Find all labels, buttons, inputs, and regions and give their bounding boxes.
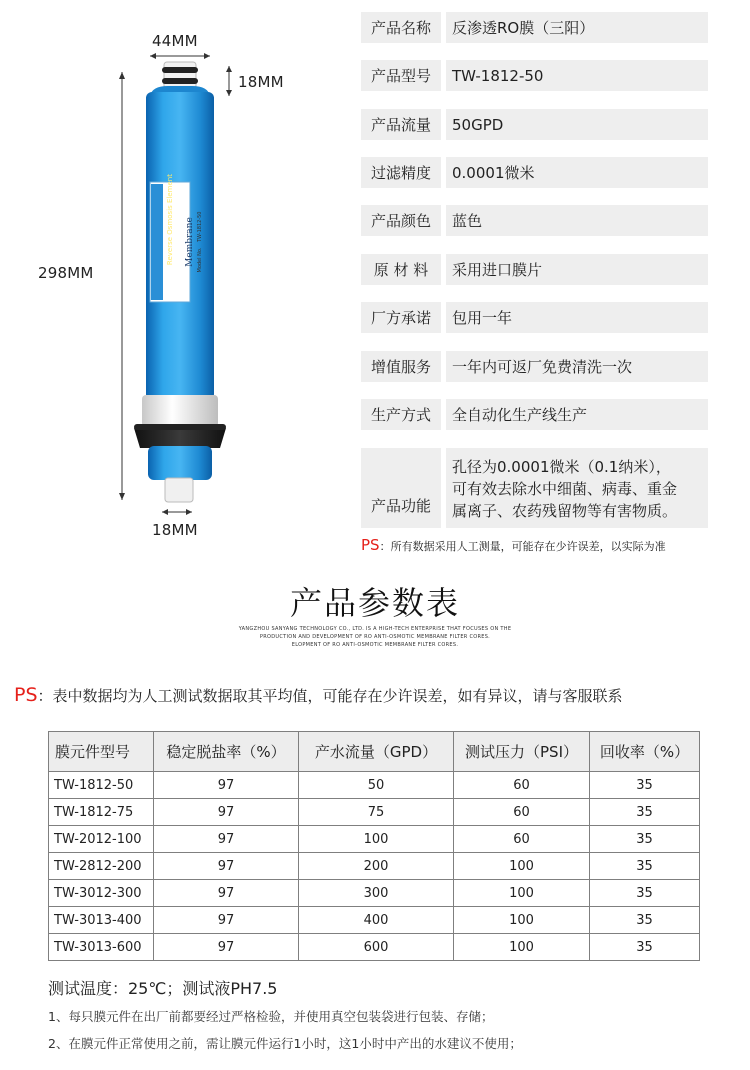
table-cell: TW-3013-400 [49, 907, 154, 934]
spec-value: 0.0001微米 [446, 157, 708, 188]
subtitle-line: PRODUCTION AND DEVELOPMENT OF RO ANTI-OSMOTIC MEMBRANE FILTER CORES. [259, 634, 491, 640]
ps-text: ：所有数据采用人工测量，可能存在少许误差，以实际为准 [379, 540, 666, 553]
table-cell: TW-3012-300 [49, 880, 154, 907]
column-header: 膜元件型号 [49, 732, 154, 772]
spec-row-flow [361, 109, 708, 140]
note-1: 1、每只膜元件在出厂前都要经过严格检验，并使用真空包装袋进行包装、存储； [48, 1009, 494, 1024]
spec-row-function [361, 448, 708, 528]
table-cell: 50 [299, 772, 454, 799]
spec-row-model [361, 60, 708, 91]
table-cell: 400 [299, 907, 454, 934]
table-cell: 35 [590, 934, 700, 961]
table-cell: 100 [454, 907, 590, 934]
table-cell: 97 [154, 772, 299, 799]
spec-row-material [361, 254, 708, 285]
label-word: Membrane [185, 217, 195, 267]
ps-mark: PS [361, 536, 380, 554]
table-cell: 75 [299, 799, 454, 826]
function-line: 属离子、农药残留物等有害物质。 [452, 502, 678, 520]
ps-note-big [14, 684, 623, 706]
spec-row-precision [361, 157, 708, 188]
table-cell: 300 [299, 880, 454, 907]
spec-label: 厂方承诺 [361, 302, 441, 333]
spec-label: 生产方式 [361, 399, 441, 430]
dimension-top-connector: 18MM [238, 73, 284, 91]
table-cell: 97 [154, 880, 299, 907]
subtitle-line: YANGZHOU SANYANG TECHNOLOGY CO., LTD. IS A HIGH-TECH ENTERPRISE THAT FOCUSES ON THE [238, 626, 512, 632]
table-cell: 35 [590, 826, 700, 853]
dimension-bottom-connector: 18MM [152, 521, 198, 539]
spec-label: 过滤精度 [361, 157, 441, 188]
spec-value: 全自动化生产线生产 [446, 399, 708, 430]
label-line1: Reverse Osmosis Element [166, 174, 174, 266]
table-cell: 97 [154, 907, 299, 934]
table-cell: 200 [299, 853, 454, 880]
spec-label: 产品功能 [361, 448, 441, 528]
table-row [49, 853, 700, 880]
spec-label: 增值服务 [361, 351, 441, 382]
section-title: 产品参数表 [289, 584, 460, 622]
table-cell: 60 [454, 799, 590, 826]
spec-label: 产品颜色 [361, 205, 441, 236]
section-subtitle [0, 625, 750, 649]
label-brand: SAYG [164, 272, 175, 302]
table-cell: 100 [299, 826, 454, 853]
table-cell: 60 [454, 826, 590, 853]
spec-row-color [361, 205, 708, 236]
dimension-height: 298MM [38, 264, 94, 282]
spec-row-production [361, 399, 708, 430]
spec-label: 产品流量 [361, 109, 441, 140]
ps-note-small [361, 536, 666, 554]
subtitle-line: ELOPMENT OF RO ANTI-OSMOTIC MEMBRANE FILTER CORES. [291, 642, 459, 648]
table-cell: TW-3013-600 [49, 934, 154, 961]
spec-value: 蓝色 [446, 205, 708, 236]
spec-value: 50GPD [446, 109, 708, 140]
ps-mark: PS [14, 684, 38, 706]
table-row [49, 934, 700, 961]
table-cell: 97 [154, 826, 299, 853]
table-header-row [49, 732, 700, 772]
column-header: 回收率（%） [590, 732, 700, 772]
column-header: 稳定脱盐率（%） [154, 732, 299, 772]
table-cell: TW-2812-200 [49, 853, 154, 880]
table-cell: TW-1812-50 [49, 772, 154, 799]
spec-value: 反渗透RO膜（三阳） [446, 12, 708, 43]
table-cell: 100 [454, 853, 590, 880]
spec-label: 产品型号 [361, 60, 441, 91]
test-conditions: 测试温度：25℃；测试液PH7.5 [48, 979, 278, 998]
spec-row-warranty [361, 302, 708, 333]
table-cell: 100 [454, 880, 590, 907]
table-cell: 35 [590, 880, 700, 907]
spec-value: 包用一年 [446, 302, 708, 333]
table-cell: 60 [454, 772, 590, 799]
spec-value-function [446, 448, 708, 528]
membrane-label [150, 174, 203, 302]
spec-label: 产品名称 [361, 12, 441, 43]
table-cell: 97 [154, 799, 299, 826]
parameter-table [48, 731, 700, 961]
table-cell: TW-2012-100 [49, 826, 154, 853]
table-cell: 97 [154, 853, 299, 880]
spec-value: 一年内可返厂免费清洗一次 [446, 351, 708, 382]
table-row [49, 907, 700, 934]
spec-row-name [361, 12, 708, 43]
table-cell: 35 [590, 907, 700, 934]
table-cell: 600 [299, 934, 454, 961]
spec-value: 采用进口膜片 [446, 254, 708, 285]
column-header: 产水流量（GPD） [299, 732, 454, 772]
table-row [49, 880, 700, 907]
table-cell: 35 [590, 799, 700, 826]
note-2: 2、在膜元件正常使用之前，需让膜元件运行1小时，这1小时中产出的水建议不使用； [48, 1036, 522, 1051]
label-line3: Model No. [197, 247, 203, 273]
dimension-width-top: 44MM [152, 32, 198, 50]
table-cell: 97 [154, 934, 299, 961]
function-line: 可有效去除水中细菌、病毒、重金 [452, 480, 678, 498]
table-cell: TW-1812-75 [49, 799, 154, 826]
table-row [49, 772, 700, 799]
table-row [49, 826, 700, 853]
table-cell: 35 [590, 772, 700, 799]
table-row [49, 799, 700, 826]
table-cell: 35 [590, 853, 700, 880]
function-line: 孔径为0.0001微米（0.1纳米）， [452, 458, 671, 476]
table-cell: 100 [454, 934, 590, 961]
product-illustration [0, 0, 340, 560]
spec-label: 原 材 料 [361, 254, 441, 285]
column-header: 测试压力（PSI） [454, 732, 590, 772]
spec-value: TW-1812-50 [446, 60, 708, 91]
label-line2: TW-1812-50 [197, 211, 203, 242]
spec-row-service [361, 351, 708, 382]
ps-text: ：表中数据均为人工测试数据取其平均值，可能存在少许误差，如有异议，请与客服联系 [37, 687, 623, 705]
